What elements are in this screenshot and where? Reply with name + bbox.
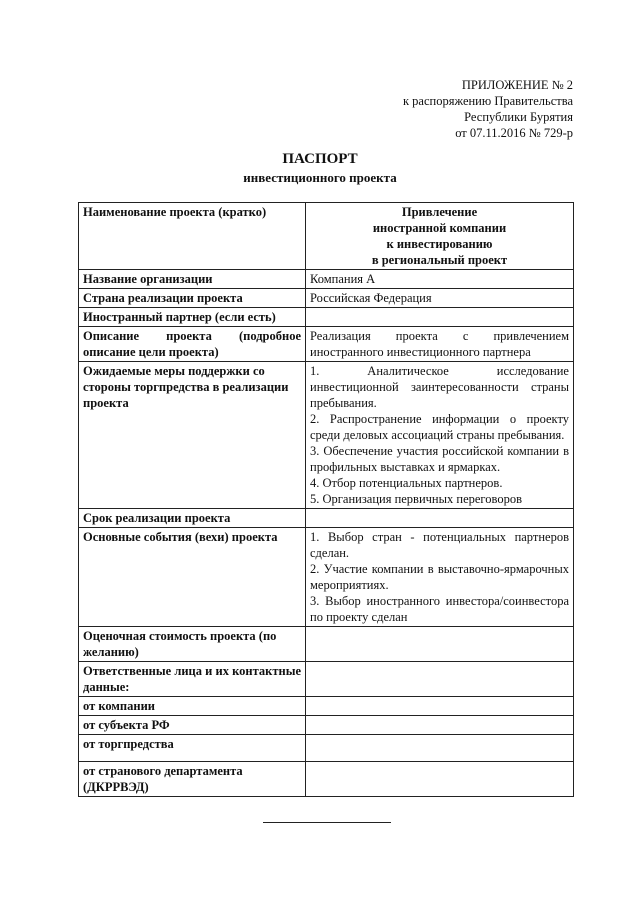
support-item: 1. Аналитическое исследование инвестиционной заинтересованности страны пребывания. <box>310 364 569 410</box>
country-label: Страна реализации проекта <box>79 289 306 308</box>
support-item: 2. Распространение информации о проекту среди деловых ассоциаций страны пребывания. <box>310 412 569 442</box>
company-label: от компании <box>79 697 306 716</box>
support-item: 3. Обеспечение участия российской компании в профильных выставках и ярмарках. <box>310 444 569 474</box>
partner-value <box>306 308 574 327</box>
table-row <box>79 627 574 662</box>
passport-table <box>78 202 574 797</box>
department-label: от странового департамента (ДКРРВЭД) <box>79 762 306 797</box>
table-row <box>79 735 574 762</box>
footer-divider <box>263 822 391 823</box>
appendix-reference: к распоряжению Правительства <box>402 94 573 108</box>
table-row <box>79 362 574 509</box>
table-row <box>79 270 574 289</box>
description-label: Описание проекта (подробное описание цели проекта) <box>79 327 306 362</box>
table-row <box>79 308 574 327</box>
org-value: Компания А <box>306 270 574 289</box>
term-value <box>306 509 574 528</box>
description-value: Реализация проекта с привлечением иностранного инвестиционного партнера <box>306 327 574 362</box>
country-value: Российская Федерация <box>306 289 574 308</box>
tradeoffice-value <box>306 735 574 762</box>
milestone-item: 3. Выбор иностранного инвестора/соинвестора по проекту сделан <box>310 594 569 624</box>
table-row <box>79 203 574 270</box>
table-row <box>79 509 574 528</box>
support-item: 4. Отбор потенциальных партнеров. <box>310 476 503 490</box>
tradeoffice-label: от торгпредства <box>79 735 306 762</box>
milestones-value <box>306 528 574 627</box>
appendix-date: от 07.11.2016 № 729-р <box>455 126 573 140</box>
table-row <box>79 289 574 308</box>
milestone-item: 1. Выбор стран - потенциальных партнеров сделан. <box>310 530 569 560</box>
support-item: 5. Организация первичных переговоров <box>310 492 522 506</box>
project-name-line: в региональный проект <box>371 253 508 267</box>
project-name-line: к инвестированию <box>386 237 493 251</box>
support-value <box>306 362 574 509</box>
milestone-item: 2. Участие компании в выставочно-ярмарочных мероприятиях. <box>310 562 569 592</box>
milestones-label: Основные события (вехи) проекта <box>79 528 306 627</box>
table-row <box>79 662 574 697</box>
subject-value <box>306 716 574 735</box>
support-label: Ожидаемые меры поддержки со стороны торгпредства в реализации проекта <box>79 362 306 509</box>
cost-value <box>306 627 574 662</box>
org-label: Название организации <box>79 270 306 289</box>
partner-label: Иностранный партнер (если есть) <box>79 308 306 327</box>
table-row <box>79 716 574 735</box>
table-row <box>79 762 574 797</box>
contacts-label: Ответственные лица и их контактные данные: <box>79 662 306 697</box>
contacts-value <box>306 662 574 697</box>
table-row <box>79 327 574 362</box>
appendix-republic: Республики Бурятия <box>464 110 573 124</box>
document-subtitle: инвестиционного проекта <box>243 170 397 185</box>
appendix-header <box>300 77 573 141</box>
company-value <box>306 697 574 716</box>
term-label: Срок реализации проекта <box>79 509 306 528</box>
document-title: ПАСПОРТ <box>282 151 358 167</box>
project-name-label: Наименование проекта (кратко) <box>79 203 306 270</box>
project-name-line: иностранной компании <box>372 221 507 235</box>
project-name-line: Привлечение <box>401 205 478 219</box>
table-row <box>79 697 574 716</box>
appendix-number: ПРИЛОЖЕНИЕ № 2 <box>461 78 573 92</box>
department-value <box>306 762 574 797</box>
project-name-value <box>306 203 574 270</box>
cost-label: Оценочная стоимость проекта (по желанию) <box>79 627 306 662</box>
table-row <box>79 528 574 627</box>
subject-label: от субъекта РФ <box>79 716 306 735</box>
